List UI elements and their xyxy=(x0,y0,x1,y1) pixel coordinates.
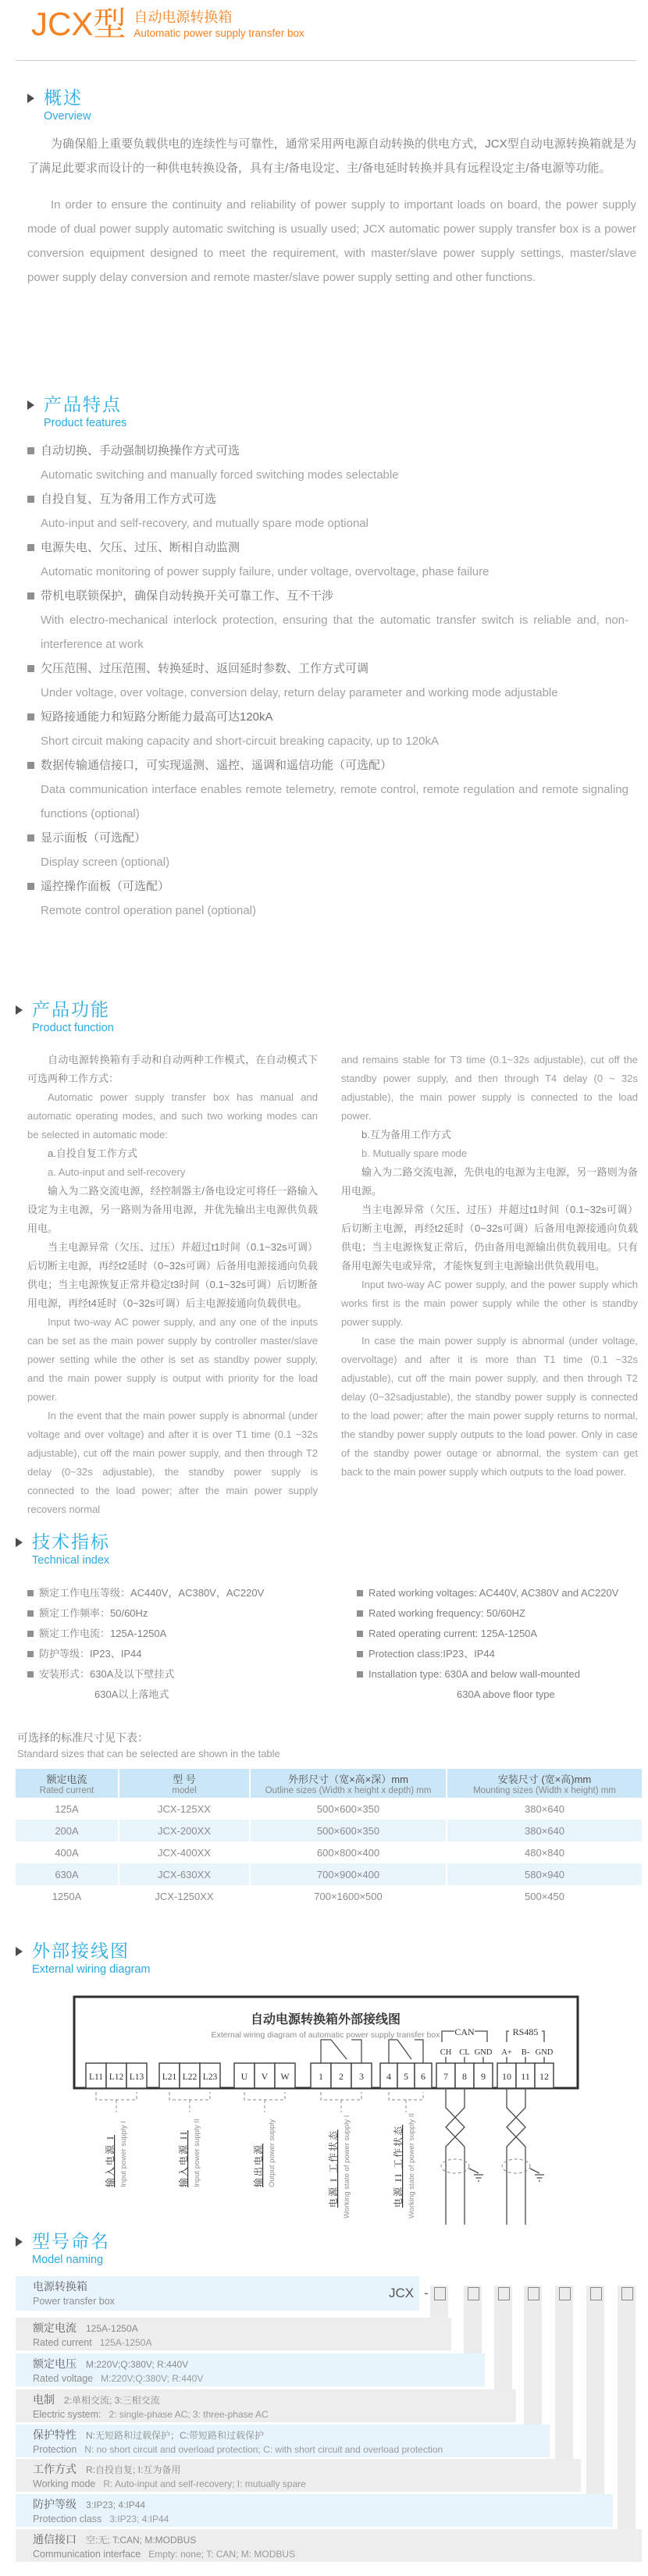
naming-desc-zh: 2:单相交流; 3:三相交流 xyxy=(64,2395,160,2406)
tech-item xyxy=(357,1603,646,1624)
code-box xyxy=(528,2287,539,2300)
feature-en: Automatic switching and manually forced switching modes selectable xyxy=(41,468,399,482)
terminal-label: L21 xyxy=(162,2073,177,2082)
pin-label: CH xyxy=(440,2048,452,2057)
table-row xyxy=(16,1863,642,1885)
size-table-header xyxy=(119,1769,250,1798)
tech-item-text: Rated operating current: 125A-1250A xyxy=(369,1628,538,1639)
table-cell: 580×940 xyxy=(525,1868,564,1880)
naming-term-zh: 电源转换箱 xyxy=(33,2280,87,2293)
header-zh: 额定电流 xyxy=(46,1774,87,1785)
ground-icon xyxy=(474,2175,483,2181)
ground-icon xyxy=(535,2175,544,2181)
pin-label: GND xyxy=(535,2048,554,2057)
overview-title-zh: 概述 xyxy=(44,87,83,108)
overview-title-en: Overview xyxy=(44,110,91,123)
terminal-label: 8 xyxy=(462,2071,467,2082)
table-cell: JCX-200XX xyxy=(119,1820,250,1841)
group-label-en: Output power supply xyxy=(268,2119,276,2187)
brand-title-en: Automatic power supply transfer box xyxy=(134,27,304,39)
function-paragraph: 当主电源异常（欠压、过压）并超过t1时间（0.1~32s可调）后切断主电源，再经t2延时（0~32s可调）后备用电源接通向负载供电；当主电源恢复正常并稳定t3时间（0.1~32s可调）后切断备用电源，再经t4延时（0~32s可调）后主电源接通向负载供电。 xyxy=(27,1241,318,1309)
section-function xyxy=(16,999,640,1515)
bullet-square-icon xyxy=(27,713,34,720)
model-code-dash: - xyxy=(424,2286,429,2300)
naming-row xyxy=(16,2459,581,2492)
feature-zh: 显示面板（可选配） xyxy=(41,831,147,845)
tech-item-text: Installation type: 630A and below wall-mounted xyxy=(369,1668,581,1680)
naming-desc-en: R: Auto-input and self-recovery; I: mutually spare xyxy=(103,2478,306,2489)
tech-item xyxy=(27,1603,332,1624)
tech-item xyxy=(357,1664,646,1685)
technical-left-column xyxy=(27,1583,332,1705)
function-paragraph: 当主电源异常（欠压、过压）并超过t1时间（0.1~32s可调）后切断主电源，再经t2延时（0~32s可调）后备用电源接通向负载供电；当主电源恢复正常后，仍由备用电源输出供负载用电。只有备用电源失电或异常，才能恢复到主电源输出供负载用电。 xyxy=(341,1204,638,1272)
terminal-label: 7 xyxy=(443,2071,448,2082)
tech-item xyxy=(27,1664,332,1685)
table-cell: 125A xyxy=(16,1798,119,1820)
naming-term-en: Power transfer box xyxy=(33,2296,115,2307)
terminal-label: L23 xyxy=(202,2073,218,2082)
tech-item xyxy=(357,1644,646,1664)
naming-row xyxy=(16,2354,485,2386)
feature-item xyxy=(27,535,628,584)
feature-item xyxy=(27,584,628,656)
function-paragraph: a. Auto-input and self-recovery xyxy=(48,1166,186,1178)
naming-row xyxy=(16,2276,419,2311)
pin-label: CL xyxy=(459,2048,470,2057)
naming-desc-en: 3:IP23; 4:IP44 xyxy=(109,2514,169,2524)
naming-term-zh: 工作方式 xyxy=(33,2463,77,2475)
naming-row xyxy=(16,2318,451,2350)
size-table-header xyxy=(250,1769,447,1798)
twisted-pair-wire xyxy=(446,2088,465,2225)
wiring-header xyxy=(16,1941,151,1976)
terminal-label: 10 xyxy=(502,2071,511,2082)
header-en: Rated current xyxy=(39,1786,94,1795)
feature-en: Automatic monitoring of power supply failure, under voltage, overvoltage, phase failure xyxy=(41,565,490,579)
naming-term-zh: 额定电压 xyxy=(33,2357,77,2370)
pin-label: A+ xyxy=(501,2048,512,2057)
wiring-diagram xyxy=(0,1991,648,2233)
naming-strip xyxy=(524,2286,542,2425)
size-note-en: Standard sizes that can be selected are shown in the table xyxy=(17,1748,280,1759)
table-cell: 500×600×350 xyxy=(250,1798,447,1820)
feature-zh: 数据传输通信接口，可实现遥测、遥控、遥调和遥信功能（可选配） xyxy=(41,759,393,773)
size-table xyxy=(16,1769,642,1907)
function-paragraph: b.互为备用工作方式 xyxy=(361,1129,451,1140)
tech-item xyxy=(357,1624,646,1644)
table-cell: 480×840 xyxy=(525,1846,564,1859)
section-arrow-icon xyxy=(16,2237,23,2247)
table-cell: 500×450 xyxy=(525,1890,564,1902)
tech-item-text: 额定工作频率：50/60Hz xyxy=(39,1607,148,1619)
brand-header xyxy=(31,5,304,42)
table-cell: JCX-400XX xyxy=(119,1841,250,1863)
table-cell: 700×1600×500 xyxy=(250,1885,447,1907)
twisted-pair-wire xyxy=(507,2088,525,2225)
function-paragraph: In case the main power supply is abnormal (under voltage, overvoltage) and after it is more than T1 time (0.1 ~32s adjustable), cut off the main power supply, and then through T2 delay (0~32sadjustable), the standby power supply is connected to the load power; after the main power supply returns to normal, the standby power supply outputs to the load power. Only in case of the standby power outage or abnormal, the system can get back to the main power supply which outputs to the load power. xyxy=(341,1335,638,1478)
bullet-square-icon xyxy=(27,834,34,841)
feature-item xyxy=(27,487,628,535)
function-paragraph: Input two-way AC power supply, and any one of the inputs can be set as the main power supply by controller master/slave power setting while the other is set as standby power supply, and the main power supply is output with priority for the load power. xyxy=(27,1316,318,1403)
feature-en: Short circuit making capacity and short-circuit breaking capacity, up to 120kA xyxy=(41,735,439,749)
diagram-title-zh: 自动电源转换箱外部接线图 xyxy=(250,2013,401,2026)
code-box xyxy=(434,2287,446,2300)
feature-item xyxy=(27,874,628,923)
bullet-square-icon xyxy=(27,496,34,503)
header-zh: 外形尺寸（宽×高×深）mm xyxy=(288,1774,408,1785)
diagram-title-en: External wiring diagram of automatic power supply transfer box xyxy=(211,2030,440,2040)
section-model-naming xyxy=(16,2231,110,2266)
bullet-square-icon xyxy=(27,1631,34,1637)
terminal-label: L22 xyxy=(182,2073,198,2082)
naming-term-en: Protection class xyxy=(33,2514,102,2524)
tech-item-continuation: 630A以上落地式 xyxy=(94,1688,169,1700)
tech-item xyxy=(357,1583,646,1603)
group-label-zh: 输出电源 xyxy=(253,2143,264,2187)
table-row xyxy=(16,1841,642,1863)
bullet-square-icon xyxy=(27,1651,34,1657)
tech-item-text: 安装形式：630A及以下壁挂式 xyxy=(39,1668,175,1680)
rs485-label: RS485 xyxy=(512,2026,539,2037)
section-arrow-icon xyxy=(27,94,34,103)
bullet-square-icon xyxy=(27,1590,34,1596)
function-paragraph: In the event that the main power supply is abnormal (under voltage and over voltage) and after it is over T1 time (0.1 ~32s adjustable), cut off the main power supply, and then through T2 delay (0~32s adjustable), the standby power supply is connected to the load power; after the main power supply recovers normal xyxy=(27,1410,318,1515)
section-arrow-icon xyxy=(16,1005,23,1015)
bullet-square-icon xyxy=(27,1610,34,1617)
bullet-square-icon xyxy=(27,592,34,600)
model-code: JCX xyxy=(389,2286,415,2300)
naming-desc-zh: 3:IP23; 4:IP44 xyxy=(86,2500,146,2510)
naming-row xyxy=(16,2425,550,2457)
overview-header xyxy=(27,87,636,123)
model-naming-header xyxy=(16,2231,110,2266)
function-paragraph: 输入为二路交流电源，经控制器主/备电设定可将任一路输入设定为主电源，另一路则为备用电源，并优先输出主电源供负载用电。 xyxy=(27,1185,318,1234)
terminal-label: 5 xyxy=(404,2071,408,2082)
group-label-en: Input power supply II xyxy=(193,2119,201,2187)
function-paragraph: Input two-way AC power supply, and the power supply which works first is the main power supply while the other is standby power supply. xyxy=(341,1279,638,1328)
terminal-label: V xyxy=(261,2071,269,2082)
bullet-square-icon xyxy=(357,1651,363,1657)
terminal-label: L12 xyxy=(109,2073,124,2082)
terminal-label: L11 xyxy=(88,2073,104,2082)
function-paragraph: b. Mutually spare mode xyxy=(361,1147,468,1159)
header-en: Outline sizes (Width x height x depth) mm xyxy=(265,1786,432,1795)
table-row xyxy=(16,1820,642,1841)
twisted-pair-wire xyxy=(446,2088,465,2225)
features-title-en: Product features xyxy=(44,417,127,430)
terminal-label: L13 xyxy=(129,2073,144,2082)
naming-row xyxy=(16,2389,516,2422)
section-features xyxy=(27,394,628,923)
naming-term-en: Rated current xyxy=(33,2337,92,2348)
can-label: CAN xyxy=(454,2026,475,2037)
features-header xyxy=(27,394,628,429)
brand-title-zh: 自动电源转换箱 xyxy=(134,9,233,25)
tech-item-text: 额定工作电流：125A-1250A xyxy=(39,1628,167,1639)
feature-zh: 欠压范围、过压范围、转换延时、返回延时参数、工作方式可调 xyxy=(41,662,369,676)
bullet-square-icon xyxy=(27,447,34,454)
function-paragraph: and remains stable for T3 time (0.1~32s adjustable), cut off the standby power supply, and then through T4 delay (0 ~ 32s adjustable), the main power supply is connected to the load power. xyxy=(341,1054,638,1122)
code-box xyxy=(498,2287,510,2300)
naming-term-en: Electric system: xyxy=(33,2409,101,2420)
tech-item-text: 防护等级：IP23、IP44 xyxy=(39,1648,142,1660)
group-bracket xyxy=(169,2092,210,2112)
naming-term-zh: 通信接口 xyxy=(33,2533,77,2546)
table-cell: 380×640 xyxy=(525,1824,564,1837)
table-cell: JCX-1250XX xyxy=(119,1885,250,1907)
naming-term-zh: 电制 xyxy=(33,2393,55,2406)
naming-desc-zh: R:自投自复; I:互为备用 xyxy=(86,2464,181,2475)
feature-item xyxy=(27,705,628,753)
naming-desc-en: 2: single-phase AC; 3: three-phase AC xyxy=(109,2409,269,2420)
feature-item xyxy=(27,439,628,487)
bullet-square-icon xyxy=(27,665,34,672)
table-cell: JCX-125XX xyxy=(119,1798,250,1820)
naming-desc-zh: M:220V;Q:380V; R:440V xyxy=(86,2359,189,2370)
table-cell: 500×600×350 xyxy=(250,1820,447,1841)
bullet-square-icon xyxy=(27,1671,34,1678)
group-bracket xyxy=(96,2092,137,2112)
table-cell: 400A xyxy=(16,1841,119,1863)
bullet-square-icon xyxy=(27,883,34,890)
terminal-label: 3 xyxy=(359,2071,364,2082)
model-naming-title-en: Model naming xyxy=(32,2254,104,2267)
tech-item xyxy=(27,1644,332,1664)
naming-term-en: Working mode xyxy=(33,2478,96,2489)
terminal-label: 9 xyxy=(481,2071,486,2082)
header-en: model xyxy=(172,1786,197,1795)
tech-item-text: Rated working frequency: 50/60HZ xyxy=(369,1607,525,1619)
table-row xyxy=(16,1798,642,1820)
naming-desc-en: M:220V;Q:380V; R:440V xyxy=(101,2373,204,2384)
group-bracket xyxy=(244,2092,285,2112)
tech-item xyxy=(27,1583,332,1603)
function-title-zh: 产品功能 xyxy=(32,999,110,1019)
feature-zh: 自投自复、互为备用工作方式可选 xyxy=(41,493,217,507)
naming-strip xyxy=(494,2286,512,2389)
feature-zh: 遥控操作面板（可选配） xyxy=(41,880,170,894)
header-zh: 安装尺寸 (宽×高)mm xyxy=(497,1774,592,1785)
bullet-square-icon xyxy=(27,762,34,769)
bullet-square-icon xyxy=(357,1671,363,1678)
naming-term-zh: 额定电流 xyxy=(33,2322,77,2334)
header-zh: 型 号 xyxy=(173,1774,196,1785)
size-table-header xyxy=(447,1769,642,1798)
naming-desc-zh: N:无短路和过载保护；C:带短路和过载保护 xyxy=(86,2430,265,2441)
section-technical xyxy=(16,1532,640,1700)
size-note-zh: 可选择的标准尺寸见下表： xyxy=(17,1731,148,1744)
function-column-left xyxy=(27,1051,318,1519)
terminal-label: 1 xyxy=(319,2071,323,2082)
feature-zh: 短路接通能力和短路分断能力最高可达120kA xyxy=(41,710,273,724)
group-label-zh: 电源 I 工作状态 xyxy=(328,2129,339,2208)
function-paragraph: 自动电源转换箱有手动和自动两种工作模式，在自动模式下可选两种工作方式： xyxy=(27,1054,318,1084)
terminal-label: U xyxy=(240,2071,248,2082)
group-label-en: Working state of power supply I xyxy=(343,2115,351,2218)
feature-en: Data communication interface enables remote telemetry, remote control, remote regulation and remote signaling functions (optional) xyxy=(41,783,628,821)
wiring-title-en: External wiring diagram xyxy=(32,1963,151,1976)
naming-desc-en: N: no short circuit and overload protection; C: with short circuit and overload protection xyxy=(84,2444,443,2455)
naming-strip xyxy=(555,2286,573,2459)
naming-strip xyxy=(618,2286,636,2529)
naming-desc-zh: 空:无; T:CAN; M:MODBUS xyxy=(86,2535,197,2546)
ground-lead xyxy=(469,2169,479,2173)
overview-paragraph-zh: 为确保船上重要负载供电的连续性与可靠性，通常采用两电源自动转换的供电方式，JCX型自动电源转换箱就是为了满足此要求而设计的一种供电转换设备，具有主/备电设定、主/备电延时转换并具有远程设定主/备电源等功能。 xyxy=(27,137,636,176)
feature-en: Auto-input and self-recovery, and mutually spare mode optional xyxy=(41,517,369,531)
brand-titles xyxy=(134,9,304,40)
table-cell: 1250A xyxy=(16,1885,119,1907)
feature-en: With electro-mechanical interlock protection, ensuring that the automatic transfer switch is reliable and, non-interference at work xyxy=(41,614,628,652)
naming-term-zh: 防护等级 xyxy=(33,2498,77,2510)
feature-en: Under voltage, over voltage, conversion delay, return delay parameter and working mode adjustable xyxy=(41,686,558,700)
bullet-square-icon xyxy=(357,1631,363,1637)
function-header xyxy=(16,999,640,1034)
table-cell: 630A xyxy=(16,1863,119,1885)
feature-zh: 带机电联锁保护，确保自动转换开关可靠工作、互不干涉 xyxy=(41,589,334,603)
table-cell: 380×640 xyxy=(525,1802,564,1815)
group-label-en: Working state of power supply II xyxy=(408,2113,416,2218)
bullet-square-icon xyxy=(357,1610,363,1617)
function-column-right xyxy=(341,1051,638,1482)
overview-paragraph-en: In order to ensure the continuity and reliability of power supply to important loads on board, the power supply mode of dual power supply automatic switching is usually used; JCX automatic power supply transfer box is a power conversion equipment designed to meet the requirement, with master/slave power supply settings, master/slave power supply delay conversion and remote master/slave power supply setting and other functions. xyxy=(27,198,636,285)
features-title-zh: 产品特点 xyxy=(44,394,122,415)
pin-label: GND xyxy=(474,2048,493,2057)
terminal-label: W xyxy=(280,2071,290,2082)
naming-desc-zh: 125A-1250A xyxy=(86,2323,138,2334)
naming-row xyxy=(16,2494,613,2527)
model-naming-title-zh: 型号命名 xyxy=(32,2231,110,2251)
terminal-label: 11 xyxy=(521,2071,530,2082)
technical-right-column xyxy=(357,1583,646,1705)
terminal-label: 2 xyxy=(339,2071,344,2082)
feature-en: Display screen (optional) xyxy=(41,856,170,870)
group-bracket xyxy=(389,2092,423,2112)
feature-en: Remote control operation panel (optional) xyxy=(41,904,256,918)
wiring-title-zh: 外部接线图 xyxy=(32,1941,130,1961)
function-paragraph: a.自投自复工作方式 xyxy=(48,1147,137,1159)
table-cell: 700×900×400 xyxy=(250,1863,447,1885)
section-overview xyxy=(27,87,636,290)
bullet-square-icon xyxy=(357,1590,363,1596)
function-paragraph: 输入为二路交流电源，先供电的电源为主电源，另一路则为备用电源。 xyxy=(341,1166,638,1197)
table-row xyxy=(16,1885,642,1907)
size-table-header-row xyxy=(16,1769,642,1798)
brand-model: JCX型 xyxy=(31,5,126,42)
section-wiring xyxy=(16,1941,151,1976)
terminal-label: 6 xyxy=(421,2071,425,2082)
section-arrow-icon xyxy=(16,1947,23,1956)
tech-item-text: 额定工作电压等级：AC440V，AC380V，AC220V xyxy=(39,1587,265,1599)
function-title-en: Product function xyxy=(32,1022,114,1035)
group-label-en: Input power supply I xyxy=(119,2120,128,2187)
feature-item xyxy=(27,656,628,705)
feature-item xyxy=(27,826,628,874)
group-label-zh: 电源 II 工作状态 xyxy=(393,2125,404,2208)
tech-item-continuation: 630A above floor type xyxy=(457,1688,555,1700)
naming-term-zh: 保护特性 xyxy=(33,2428,77,2441)
table-cell: JCX-630XX xyxy=(119,1863,250,1885)
pin-label: B- xyxy=(521,2048,530,2057)
bullet-square-icon xyxy=(27,544,34,551)
group-label-zh: 输入电源 I xyxy=(105,2135,116,2187)
feature-zh: 电源失电、欠压、过压、断相自动监测 xyxy=(41,541,240,555)
size-table-header xyxy=(16,1769,119,1798)
code-box xyxy=(559,2287,571,2300)
features-list xyxy=(27,439,628,923)
terminal-label: 12 xyxy=(539,2071,549,2082)
naming-strip xyxy=(586,2286,604,2494)
function-paragraph: Automatic power supply transfer box has manual and automatic operating modes, and such two working modes can be selected in automatic mode: xyxy=(27,1091,318,1140)
group-bracket xyxy=(321,2092,361,2112)
table-cell: 600×800×400 xyxy=(250,1841,447,1863)
technical-header xyxy=(16,1532,640,1567)
tech-item-text: Protection class:IP23、IP44 xyxy=(369,1648,495,1660)
code-box xyxy=(590,2287,602,2300)
technical-title-zh: 技术指标 xyxy=(32,1532,110,1552)
naming-desc-en: 125A-1250A xyxy=(99,2337,152,2348)
naming-term-en: Rated voltage xyxy=(33,2373,94,2384)
naming-desc-en: Empty: none; T: CAN; M: MODBUS xyxy=(148,2549,296,2560)
section-arrow-icon xyxy=(27,400,34,410)
section-arrow-icon xyxy=(16,1538,23,1547)
model-naming-chart xyxy=(16,2276,642,2567)
feature-item xyxy=(27,753,628,826)
code-box xyxy=(621,2287,633,2300)
terminal-label: 4 xyxy=(386,2071,391,2082)
header-divider xyxy=(16,60,636,61)
feature-zh: 自动切换、手动强制切换操作方式可选 xyxy=(41,444,240,458)
technical-title-en: Technical index xyxy=(32,1554,110,1567)
naming-row xyxy=(16,2529,642,2562)
ground-lead xyxy=(530,2169,539,2173)
twisted-pair-wire xyxy=(507,2088,525,2225)
group-label-zh: 输入电源 II xyxy=(178,2130,189,2187)
tech-item xyxy=(27,1624,332,1644)
naming-term-en: Communication interface xyxy=(33,2549,141,2560)
table-cell: 200A xyxy=(16,1820,119,1841)
naming-term-en: Protection xyxy=(33,2444,77,2455)
code-box xyxy=(468,2287,479,2300)
tech-item-text: Rated working voltages: AC440V, AC380V and AC220V xyxy=(369,1587,619,1599)
header-en: Mounting sizes (Width x height) mm xyxy=(473,1786,616,1795)
